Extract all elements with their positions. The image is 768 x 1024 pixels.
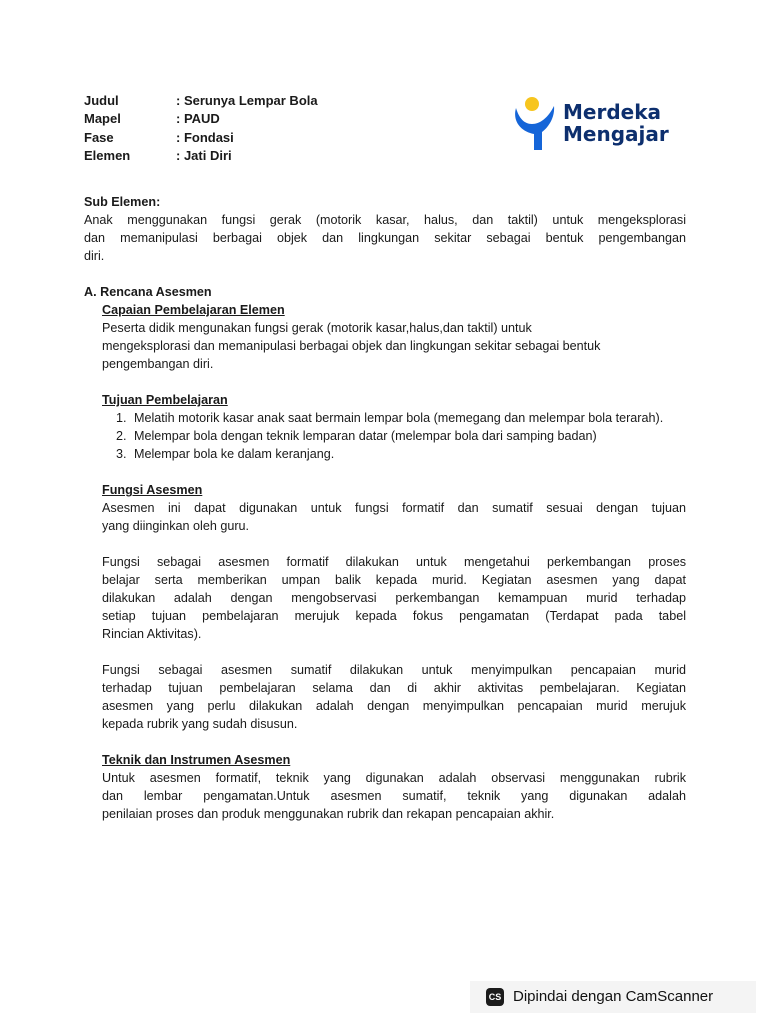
teknik-heading: Teknik dan Instrumen Asesmen xyxy=(102,753,291,767)
fungsi-p1-line: yang diinginkan oleh guru. xyxy=(102,519,250,533)
merdeka-mengajar-logo xyxy=(510,96,680,156)
fungsi-heading: Fungsi Asesmen xyxy=(102,483,203,497)
logo-mark-icon xyxy=(510,96,560,156)
meta-row-mapel xyxy=(84,110,318,128)
fungsi-p3-line: kepada rubrik yang sudah disusun. xyxy=(102,717,298,731)
fungsi-p2-line: Rincian Aktivitas). xyxy=(102,627,202,641)
capaian-heading: Capaian Pembelajaran Elemen xyxy=(102,303,285,317)
fungsi-section xyxy=(102,481,686,823)
fungsi-p3-line: Fungsi sebagai asesmen sumatif dilakukan untuk menyimpulkan pencapaian murid xyxy=(102,663,686,677)
sub-elemen-line: Anak menggunakan fungsi gerak (motorik kasar, halus, dan taktil) untuk mengeksplorasi xyxy=(84,213,686,227)
teknik-line: Untuk asesmen formatif, teknik yang digunakan adalah observasi menggunakan rubrik xyxy=(102,771,686,785)
logo-line-1: Merdeka xyxy=(563,100,662,124)
meta-value: : Fondasi xyxy=(176,129,234,145)
meta-row-elemen xyxy=(84,147,318,165)
meta-key: Judul xyxy=(84,93,119,108)
capaian-section xyxy=(102,301,686,409)
logo-wordmark xyxy=(563,101,669,145)
fungsi-p3-line: asesmen yang perlu dilakukan adalah dengan menyimpulkan pencapaian murid merujuk xyxy=(102,699,686,713)
list-item: 2. Melempar bola dengan teknik lemparan datar (melempar bola dari samping badan) xyxy=(130,427,686,445)
document-meta xyxy=(84,92,318,166)
sub-elemen-heading: Sub Elemen: xyxy=(84,195,161,209)
meta-value: : PAUD xyxy=(176,111,220,127)
camscanner-watermark xyxy=(470,981,756,1013)
teknik-line: penilaian proses dan produk menggunakan rubrik dan rekapan pencapaian akhir. xyxy=(102,807,555,821)
list-item: 1. Melatih motorik kasar anak saat bermain lempar bola (memegang dan melempar bola terarah). xyxy=(130,409,686,427)
fungsi-p2-line: belajar serta memberikan umpan balik kepada murid. Kegiatan asesmen yang dapat xyxy=(102,573,686,587)
fungsi-p2-line: setiap tujuan pembelajaran merujuk kepada fokus pengamatan (Terdapat pada tabel xyxy=(102,609,686,623)
fungsi-p2-line: dilakukan adalah dengan mengobservasi perkembangan kemampuan murid terhadap xyxy=(102,591,686,605)
capaian-line: Peserta didik mengunakan fungsi gerak (motorik kasar,halus,dan taktil) untuk xyxy=(102,321,532,335)
fungsi-p2-line: Fungsi sebagai asesmen formatif dilakukan untuk mengetahui perkembangan proses xyxy=(102,555,686,569)
meta-row-judul xyxy=(84,92,318,110)
tujuan-list xyxy=(84,409,686,463)
capaian-line: pengembangan diri. xyxy=(102,357,214,371)
sub-elemen-line: diri. xyxy=(84,249,105,263)
meta-key: Mapel xyxy=(84,111,121,127)
meta-row-fase xyxy=(84,129,318,147)
tujuan-heading: Tujuan Pembelajaran xyxy=(102,393,228,407)
logo-line-2: Mengajar xyxy=(563,122,669,146)
meta-key: Elemen xyxy=(84,148,131,164)
fungsi-p3-line: terhadap tujuan pembelajaran selama dan di akhir aktivitas pembelajaran. Kegiatan xyxy=(102,681,686,695)
meta-key: Fase xyxy=(84,129,114,145)
sub-elemen-line: dan memanipulasi berbagai objek dan lingkungan sekitar sebagai bentuk pengembangan xyxy=(84,231,686,245)
meta-value: : Serunya Lempar Bola xyxy=(176,93,318,108)
fungsi-p1-line: Asesmen ini dapat digunakan untuk fungsi formatif dan sumatif sesuai dengan tujuan xyxy=(102,501,686,515)
section-a-heading: A. Rencana Asesmen xyxy=(84,285,212,299)
meta-value: : Jati Diri xyxy=(176,148,232,164)
list-item: 3. Melempar bola ke dalam keranjang. xyxy=(130,445,686,463)
document-body xyxy=(84,193,686,823)
camscanner-icon: CS xyxy=(486,988,504,1006)
teknik-line: dan lembar pengamatan.Untuk asesmen sumatif, teknik yang digunakan adalah xyxy=(102,789,686,803)
camscanner-text: Dipindai dengan CamScanner xyxy=(513,988,714,1005)
capaian-line: mengeksplorasi dan memanipulasi berbagai objek dan lingkungan sekitar sebagai bentuk xyxy=(102,339,601,353)
